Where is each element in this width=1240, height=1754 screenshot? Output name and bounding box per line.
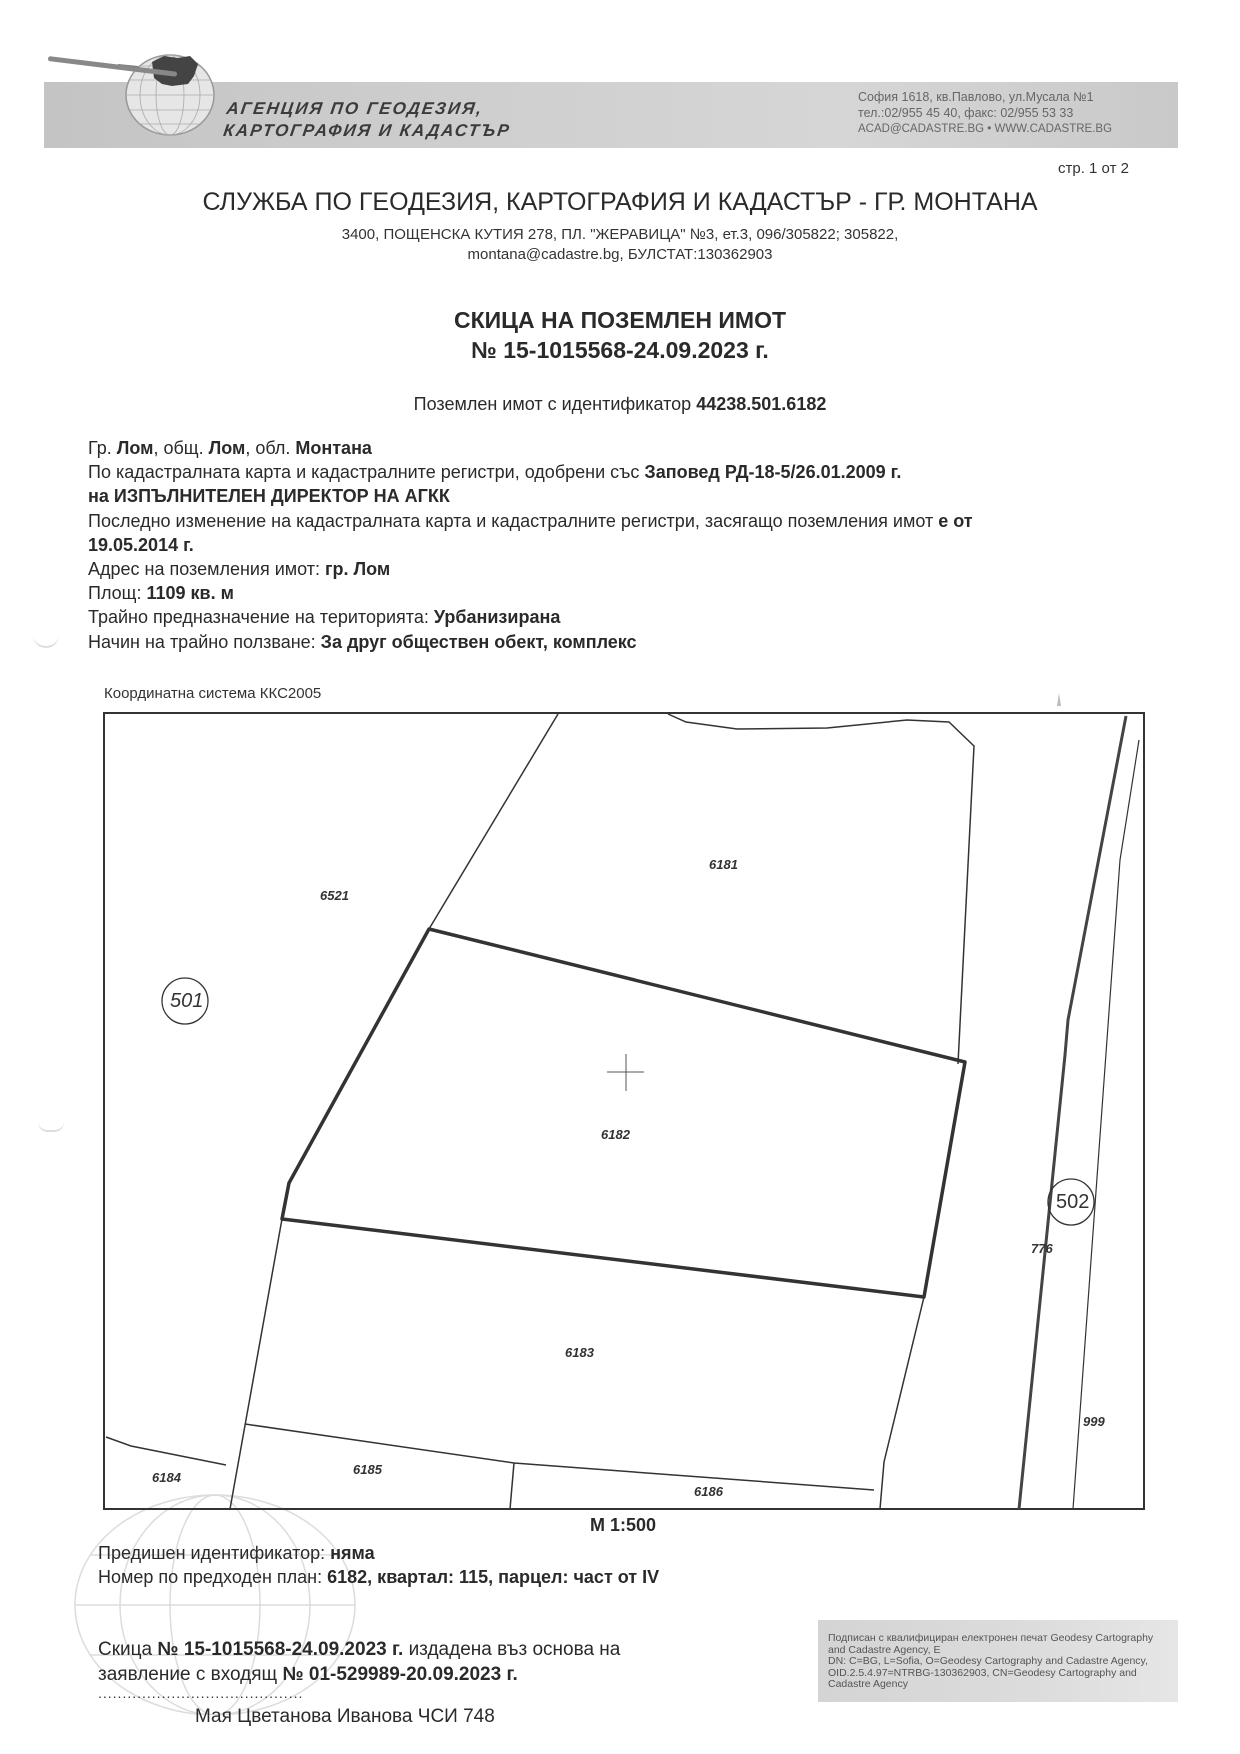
approval-authority: на ИЗПЪЛНИТЕЛЕН ДИРЕКТОР НА АГКК — [88, 486, 450, 507]
boundary-6184 — [106, 1437, 226, 1465]
map-scale: М 1:500 — [590, 1515, 657, 1535]
application-line — [98, 1662, 620, 1687]
previous-id-line — [98, 1541, 659, 1565]
document-title: СКИЦА НА ПОЗЕМЛЕН ИМОТ — [453, 307, 787, 333]
address-value: гр. Лом — [325, 559, 391, 580]
municipality-label: , общ. — [153, 438, 204, 458]
boundary-6181 — [668, 714, 974, 1064]
agency-name-line2: КАРТОГРАФИЯ И КАДАСТЪР — [222, 121, 513, 140]
purpose-label: Трайно предназначение на територията: — [88, 607, 429, 628]
parcel-label: 6184 — [152, 1470, 181, 1485]
city-label: Гр. — [88, 438, 112, 458]
approval-text: По кадастралната карта и кадастралните регистри, одобрени със — [88, 462, 640, 483]
boundary-6521-6181 — [429, 714, 558, 929]
seal-line: and Cadastre Agency, E — [828, 1643, 941, 1656]
issued-mid: издадена въз основа на — [408, 1639, 621, 1660]
application-number: № 01-529989-20.09.2023 г. — [282, 1664, 518, 1685]
boundary-6185-6186 — [510, 1463, 514, 1509]
page-number: стр. 1 от 2 — [1058, 160, 1129, 177]
previous-plan-info — [98, 1541, 659, 1589]
road-left-edge — [880, 1297, 924, 1509]
agency-name-line1: АГЕНЦИЯ ПО ГЕОДЕЗИЯ, — [225, 99, 485, 118]
electronic-seal-text — [828, 1633, 1178, 1691]
road-right-edge — [1019, 716, 1126, 1509]
parcel-label: 776 — [1031, 1241, 1053, 1256]
quarter-label: 501 — [170, 990, 204, 1012]
parcel-label: 6181 — [709, 857, 738, 872]
signature-line: .......................................... — [98, 1685, 304, 1701]
issued-number: № 15-1015568-24.09.2023 г. — [157, 1639, 404, 1660]
map-frame — [104, 713, 1144, 1509]
previous-id-label: Предишен идентификатор: — [98, 1543, 326, 1563]
office-address-line1: 3400, ПОЩЕНСКА КУТИЯ 278, ПЛ. "ЖЕРАВИЦА" №3, ет.3, 096/305822; 305822, — [341, 226, 899, 243]
purpose-value: Урбанизирана — [433, 607, 561, 628]
issued-prefix: Скица — [98, 1639, 153, 1660]
last-change-prefix: е от — [938, 510, 973, 531]
agency-phone: тел.:02/955 45 40, факс: 02/955 53 33 — [858, 106, 1074, 120]
municipality-value: Лом — [208, 438, 246, 458]
previous-plan-value: 6182, квартал: 115, парцел: част от IV — [327, 1567, 660, 1587]
document-number: № 15-1015568-24.09.2023 г. — [471, 337, 769, 363]
region-label: , обл. — [245, 438, 291, 458]
parcel-label: 6186 — [694, 1484, 723, 1499]
parcel-label: 6183 — [565, 1345, 594, 1360]
parcel-label: 999 — [1083, 1414, 1105, 1429]
agency-web: ACAD@CADASTRE.BG • WWW.CADASTRE.BG — [858, 123, 1113, 135]
issuance-statement — [98, 1637, 620, 1687]
parcel-label-target: 6182 — [601, 1127, 630, 1142]
address-label: Адрес на поземления имот: — [88, 559, 321, 580]
boundary-6183-west — [230, 1219, 282, 1509]
previous-id-value: няма — [330, 1543, 375, 1563]
issuance-line — [98, 1637, 620, 1662]
quarter-label: 502 — [1056, 1191, 1090, 1213]
city-value: Лом — [116, 438, 154, 458]
identifier-value: 44238.501.6182 — [696, 394, 827, 414]
boundary-999 — [1073, 740, 1139, 1509]
seal-line: OID.2.5.4.97=NTRBG-130362903, CN=Geodesy Cartography and — [828, 1666, 1137, 1679]
centroid-cross-icon — [607, 1054, 644, 1091]
seal-line: Cadastre Agency — [828, 1678, 908, 1690]
target-parcel-6182 — [282, 929, 965, 1297]
seal-line: DN: C=BG, L=Sofia, O=Geodesy Cartography and Cadastre Agency, — [828, 1655, 1148, 1667]
signer-name: Мая Цветанова Иванова ЧСИ 748 — [195, 1706, 495, 1727]
usage-value: За друг обществен обект, комплекс — [320, 631, 637, 652]
parcel-label: 6521 — [320, 888, 349, 903]
last-change-text: Последно изменение на кадастралната карта и кадастралните регистри, засягащо поземления имот — [88, 510, 934, 531]
usage-label: Начин на трайно ползване: — [88, 631, 316, 652]
approval-order: Заповед РД-18-5/26.01.2009 г. — [644, 462, 902, 483]
parcel-label: 6185 — [353, 1462, 382, 1477]
office-address-line2: montana@cadastre.bg, БУЛСТАТ:130362903 — [467, 246, 773, 263]
region-value: Монтана — [295, 438, 372, 458]
previous-plan-line — [98, 1565, 659, 1589]
application-prefix: заявление с входящ — [98, 1664, 278, 1685]
office-title: СЛУЖБА ПО ГЕОДЕЗИЯ, КАРТОГРАФИЯ И КАДАСТЪР - ГР. МОНТАНА — [202, 188, 1038, 216]
agency-address: София 1618, кв.Павлово, ул.Мусала №1 — [858, 90, 1094, 104]
previous-plan-label: Номер по предходен план: — [98, 1567, 323, 1587]
area-value: 1109 кв. м — [146, 583, 234, 604]
area-label: Площ: — [88, 583, 142, 604]
identifier-label: Поземлен имот с идентификатор — [413, 394, 692, 414]
north-arrow-icon — [1057, 693, 1061, 706]
last-change-date: 19.05.2014 г. — [88, 534, 194, 555]
seal-line: Подписан с квалифициран електронен печат Geodesy Cartography — [828, 1632, 1154, 1644]
coordinate-system-label: Координатна система ККС2005 — [104, 685, 322, 702]
